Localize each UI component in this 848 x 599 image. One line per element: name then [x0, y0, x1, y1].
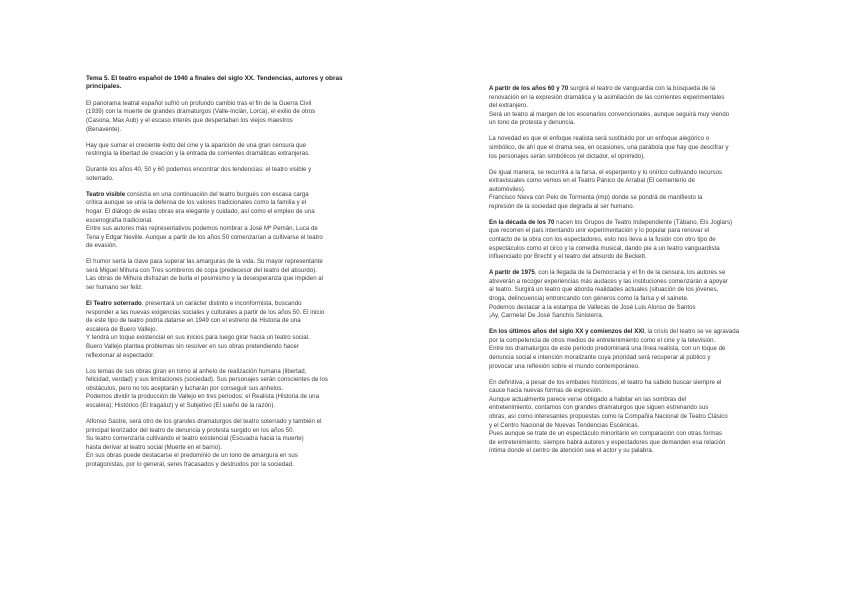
- paragraph: [86, 368, 354, 411]
- paragraph-lead: En la década de los 70: [489, 218, 555, 226]
- paragraph-lead-rest: , la crisis del teatro se ve agravada: [644, 328, 740, 336]
- right-column: [489, 85, 779, 463]
- text-line: (Casona, Max Aub) y el escaso interés que despertaban los viejos maestros: [86, 117, 293, 124]
- text-line: ¡Ay, Carmela! De José Sanchís Sinisterra.: [489, 312, 604, 320]
- paragraph: [86, 418, 354, 470]
- text-line: entretenimiento, contamos con grandes dramaturgos que siguen estrenando sus: [489, 404, 709, 412]
- text-line: protagonistas, por lo general, seres fracasados y destruidos por la sociedad.: [86, 460, 294, 468]
- paragraph-lead: El Teatro soterrado: [86, 300, 142, 308]
- text-line: El humor sería la clave para superar las amarguras de la vida. Su mayor representante: [86, 258, 323, 266]
- left-column: [86, 75, 354, 477]
- text-line: Entre sus autores más representativos podemos nombrar a José Mª Pemán, Luca de: [86, 225, 318, 233]
- text-line: denuncia social e intención moralizante cuya prioridad será recuperar al público y: [489, 353, 711, 361]
- text-line: soterrado.: [86, 174, 114, 182]
- document-title: Tema 5. El teatro español de 1940 a finales del siglo XX. Tendencias, autores y obras principales.: [86, 75, 343, 91]
- text-line: renovación en la expresión dramática y la asimilación de las corrientes experimentales: [489, 93, 725, 101]
- text-line: obstáculos, pero no los aceptarán y lucharán por conseguir sus anhelos.: [86, 384, 284, 392]
- paragraph: [489, 269, 779, 321]
- text-line: espectáculos como el circo y la comedia musical, dando pie a un teatro vanguardista: [489, 244, 720, 252]
- paragraph-lead: En los últimos años del siglo XX y comienzos del XXI: [489, 328, 645, 336]
- text-line: Podemos dividir la producción de Vallejo en tres periodos: el Realista (Historia de una: [86, 393, 319, 401]
- text-line: un tono de protesta y denuncia.: [489, 119, 575, 127]
- paragraph: [489, 379, 779, 456]
- text-line: restringía la libertad de creación y la entrada de corrientes dramáticas extranjeras.: [86, 150, 310, 158]
- paragraph-lead-rest: consistía en una continuación del teatro burgués con escasa carga: [125, 190, 309, 198]
- text-line: hasta derivar al teatro social (Muerte en el barrio).: [86, 443, 222, 451]
- paragraph-lead-rest: nacen los Grupos de Teatro Independiente (Tábano, Els Joglars): [554, 218, 733, 226]
- paragraph: [86, 166, 354, 183]
- text-line: reflexionar al espectador.: [86, 351, 155, 359]
- text-line: será Miguel Mihura con Tres sombreros de copa (predecesor del teatro del absurdo).: [86, 266, 317, 274]
- text-line: La novedad es que el enfoque realista será sustituido por un enfoque alegórico o: [489, 135, 710, 143]
- text-line: extravisuales como vemos en el Teatro Pánico de Arrabal (El cementerio de: [489, 177, 695, 185]
- text-line: de evasión.: [86, 242, 118, 250]
- paragraph: [489, 219, 779, 262]
- paragraph-first-line: [489, 219, 779, 228]
- text-line: Durante los años 40, 50 y 60 podemos encontrar dos tendencias: el teatro visible y: [86, 166, 312, 174]
- text-line: escenografía tradicional.: [86, 216, 153, 224]
- text-line: Alfonso Sastre, será otro de los grandes dramaturgos del teatro soterrado y también el: [86, 417, 322, 425]
- paragraph-first-line: [86, 300, 354, 309]
- text-line: escalera); Histórico (El tragaluz) y el Subjetivo (El sueño de la razón).: [86, 401, 276, 409]
- paragraph-lead: Teatro visible: [86, 190, 126, 198]
- paragraph: [489, 169, 779, 212]
- paragraph-first-line: [489, 269, 779, 278]
- text-line: los personajes serán simbólicos (el dictador, el oprimido).: [489, 152, 645, 160]
- text-line: que recorren el país intentando unir experimentación y lo popular para renovar el: [489, 227, 710, 235]
- text-line: simbólico, de ahí que el drama sea, en ocasiones, una parábola que hay que descifrar y: [489, 143, 729, 151]
- left-paragraphs: [86, 100, 354, 470]
- text-line: hogar. El diálogo de estas obras era elegante y cuidado, así como el empleo de una: [86, 207, 315, 215]
- text-line: crítica aunque se unía la defensa de los valores tradicionales como la familia y el: [86, 199, 307, 207]
- text-line: del extranjero.: [489, 102, 528, 110]
- paragraph: [86, 100, 354, 134]
- text-line: responder a las nuevas exigencias sociales y culturales a partir de los años 50. El inicio: [86, 308, 325, 316]
- paragraph-first-line: [489, 85, 779, 94]
- text-line: atreverán a recoger experiencias más audaces y las instituciones comenzarán a apoyar: [489, 277, 728, 285]
- text-line: de este tipo de teatro podría datarse en 1949 con el estreno de Historia de una: [86, 317, 301, 325]
- text-line: y el Centro Nacional de Nuevas Tendencias Escénicas.: [489, 421, 640, 429]
- text-line: ser humano ser feliz.: [86, 284, 143, 292]
- paragraph-first-line: [86, 191, 354, 200]
- text-line: Pues aunque se trate de un espectáculo minoritario en comparación con otras formas: [489, 430, 722, 438]
- text-line: En sus obras puede destacarse el predominio de un tono de amargura en sus: [86, 452, 298, 460]
- text-line: Podemos destacar a la estampa de Vallecas de José Luis Alonso de Santos: [489, 303, 696, 311]
- paragraph-lead-rest: , con la llegada de la Democracia y el fin de la censura, los autores se: [534, 269, 726, 277]
- text-line: automóviles).: [489, 185, 526, 193]
- text-line: contacto de la obra con los espectadores, esto nos lleva a la fusión con otro tipo de: [489, 236, 716, 244]
- text-line: De igual manera, se recurrirá a la farsa, el esperpento y lo onírico cultivando recursos: [489, 168, 723, 176]
- paragraph: [489, 328, 779, 371]
- text-line: represión de la sociedad que degrada al ser humano.: [489, 202, 635, 210]
- text-line: cauce hacia nuevas formas de expresión.: [489, 387, 603, 395]
- text-line: (Benavente).: [86, 125, 122, 133]
- paragraph-lead: A partir de los años 60 y 70: [489, 85, 569, 92]
- paragraph: [86, 258, 354, 292]
- text-line: de entretenimiento, siempre habrá autores y espectadores que demanden esa relación: [489, 438, 726, 446]
- text-line: Francisco Nieva con Pelo de Tormenta (imp) donde se pondrá de manifiesto la: [489, 194, 703, 202]
- text-line: El panorama teatral español sufrió un profundo cambio tras el fin de la Guerra Civil: [86, 99, 312, 107]
- text-line: principal teorizador del teatro de denuncia y protesta surgido en los años 50.: [86, 426, 295, 434]
- text-line: influenciado por Brecht y el teatro del absurdo de Beckett.: [489, 253, 647, 261]
- text-line: Hay que sumar el creciente éxito del cine y la aparición de una gran censura que: [86, 141, 307, 149]
- text-line: Tena y Edgar Neville. Aunque a partir de los años 50 comenzarían a cultivarse el teatro: [86, 233, 323, 241]
- text-line: Aunque actualmente parece verse obligado a habitar en las sombras del: [489, 395, 687, 403]
- text-line: Será un teatro al margen de los escenarios convencionales, aunque seguirá muy viendo: [489, 110, 730, 118]
- text-line: íntima donde el centro de atención sea el actor y su palabra.: [489, 447, 654, 455]
- paragraph: [86, 191, 354, 251]
- paragraph-lead-rest: , presentará un carácter distinto e inconformista, buscando: [141, 300, 302, 308]
- text-line: Entre los dramaturgos de este periodo predominará una línea realista, con un toque de: [489, 345, 726, 353]
- paragraph-lead: A partir de 1975: [489, 269, 535, 277]
- text-line: al teatro. Surgirá un teatro que aborda realidades actuales (situación de los jóvenes,: [489, 286, 719, 294]
- text-line: obras, así como interesantes propuestas como la Compañía Nacional de Teatro Clásico: [489, 412, 728, 420]
- paragraph-lead-rest: surgirá el teatro de vanguardia con la búsqueda de la: [568, 85, 716, 92]
- paragraph: [86, 300, 354, 360]
- text-line: Y tendrá un toque existencial en sus inicios para luego girar hacia un teatro social.: [86, 334, 310, 342]
- text-line: escalera de Buero Vallejo.: [86, 325, 158, 333]
- text-line: En definitiva, a pesar de los embates históricos, el teatro ha sabido buscar siempre el: [489, 378, 722, 386]
- text-line: (1939) con la muerte de grandes dramaturgos (Valle-Inclán, Lorca), el exilio de otros: [86, 108, 316, 116]
- paragraph: [86, 142, 354, 159]
- text-line: felicidad, verdad) y sus limitaciones (sociedad). Sus personajes serán conscientes de los: [86, 376, 328, 384]
- paragraph: [489, 135, 779, 161]
- paragraph-first-line: [489, 328, 779, 337]
- text-line: Las obras de Mihura disfrazan de burla el pesimismo y la desesperanza que impiden al: [86, 275, 324, 283]
- text-line: Buero Vallejo plantea problemas sin resolver en sus obras pretendiendo hacer: [86, 343, 299, 351]
- text-line: Los temas de sus obras giran en torno al anhelo de realización humana (libertad,: [86, 367, 307, 375]
- text-line: droga, delincuencia) entroncando con géneros como la farsa y el sainete.: [489, 295, 689, 303]
- text-line: Su teatro comenzaría cultivando el teatro existencial (Escuadra hacia la muerte): [86, 435, 304, 443]
- text-line: por la competencia de otros medios de entretenimiento como el cine y la televisión.: [489, 336, 716, 344]
- paragraph: [489, 85, 779, 128]
- right-paragraphs: [489, 85, 779, 456]
- text-line: provocar una reflexión sobre el mundo contemporáneo.: [489, 362, 640, 370]
